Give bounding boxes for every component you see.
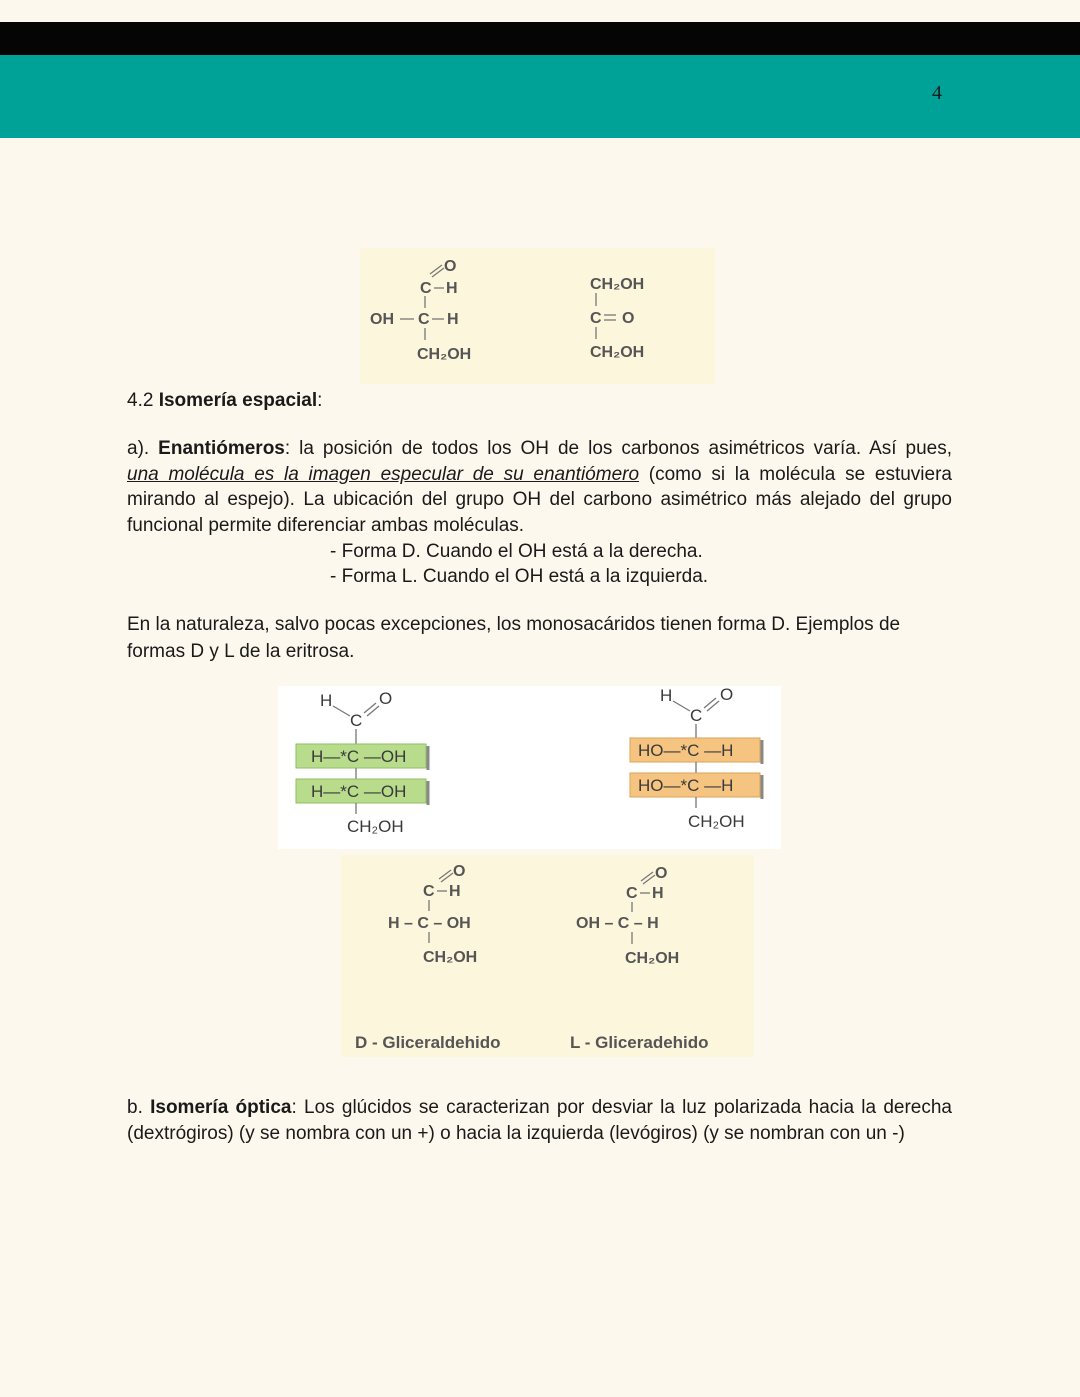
f2-d-h: H	[320, 691, 333, 710]
figure-glyceraldehyde-d-l	[341, 855, 754, 1057]
f3-l-mid: OH – C – H	[576, 915, 659, 932]
f2-d-ch2oh: CH₂OH	[347, 817, 404, 836]
f3-d-mid: H – C – OH	[388, 915, 471, 932]
para-b-line1-rest: : Los glúcidos se caracterizan por desviar la luz polarizada hacia la derecha	[291, 1097, 952, 1118]
page-number: 4	[932, 82, 942, 104]
f1-left-oh: OH	[370, 311, 394, 328]
f1-left-ch2oh: CH₂OH	[417, 346, 472, 363]
f2-l-o: O	[720, 686, 734, 704]
f2-d-o: O	[379, 689, 393, 708]
f3-l-c: C	[626, 885, 638, 902]
paragraph-optical-isomerism	[127, 1095, 952, 1146]
paragraph-enantiomers	[127, 436, 952, 538]
section-4-2-heading	[127, 388, 952, 414]
f2-l-h: H	[660, 686, 673, 705]
f1-right-o: O	[622, 310, 635, 327]
f3-d-ch2oh: CH₂OH	[423, 949, 478, 966]
header-band	[0, 55, 1080, 138]
section-number: 4.2	[127, 390, 159, 411]
f1-left-h1: H	[446, 280, 458, 297]
f3-l-o: O	[655, 865, 668, 882]
para-b-line2: (dextrógiros) (y se nombra con un +) o hacia la izquierda (levógiros) (y se nombran con un -)	[127, 1122, 905, 1144]
f3-d-o: O	[453, 863, 466, 880]
f2-l-c: C	[690, 706, 703, 725]
f1-left-c2: C	[418, 311, 430, 328]
nature-line1: En la naturaleza, salvo pocas excepciones, los monosacáridos tienen forma D. Ejemplos de	[127, 614, 901, 635]
f2-l-ch2oh: CH₂OH	[688, 812, 745, 831]
para-b-term: Isomería óptica	[150, 1097, 292, 1118]
section-title: Isomería espacial	[158, 390, 318, 411]
para-b-lead: b.	[127, 1097, 151, 1118]
para-a-line1-rest: : la posición de todos los OH de los carbonos asimétricos varía. Así pues,	[284, 438, 952, 459]
figure-glyceraldehyde-dihydroxyacetone	[360, 248, 715, 384]
f3-l-ch2oh: CH₂OH	[625, 950, 680, 967]
para-a-line4: funcional permite diferenciar ambas moléculas.	[127, 514, 525, 536]
top-black-bar	[0, 22, 1080, 55]
f1-right-c: C	[590, 310, 602, 327]
f3-d-c: C	[423, 883, 435, 900]
para-a-line2	[127, 462, 952, 488]
f3-d-h: H	[449, 883, 461, 900]
nature-line2: formas D y L de la eritrosa.	[127, 640, 355, 662]
para-a-lead: a).	[127, 438, 159, 459]
f2-l-row2: HO—*C —H	[638, 776, 734, 795]
f3-l-h: H	[652, 885, 664, 902]
f2-l-row1: HO—*C —H	[638, 741, 734, 760]
f1-right-ch2oh-bottom: CH₂OH	[590, 344, 645, 361]
section-colon: :	[317, 390, 323, 411]
form-d-item: - Forma D. Cuando el OH está a la derecha.	[330, 541, 703, 562]
f1-left-h2: H	[447, 311, 459, 328]
f2-d-c: C	[350, 711, 363, 730]
para-a-line3: mirando al espejo). La ubicación del grupo OH del carbono asimétrico más alejado del grupo	[127, 489, 952, 510]
para-a-term: Enantiómeros	[158, 438, 285, 459]
para-a-underlined: una molécula es la imagen especular de su enantiómero	[127, 463, 640, 485]
paragraph-nature	[127, 612, 952, 665]
form-l-item: - Forma L. Cuando el OH está a la izquierda.	[330, 566, 709, 587]
f2-d-row2: H—*C —OH	[311, 782, 407, 801]
para-a-line2-rest: (como si la molécula se estuviera	[639, 463, 952, 485]
figure-erythrose-d-l	[278, 686, 781, 849]
f3-l-caption: L - Gliceradehido	[570, 1033, 709, 1052]
f1-left-o: O	[444, 258, 457, 275]
para-a-line1	[127, 436, 952, 462]
f3-d-caption: D - Gliceraldehido	[355, 1033, 501, 1052]
f2-d-row1: H—*C —OH	[311, 747, 407, 766]
f1-right-ch2oh-top: CH₂OH	[590, 276, 645, 293]
f1-left-c1: C	[420, 280, 432, 297]
para-b-line1	[127, 1095, 952, 1121]
